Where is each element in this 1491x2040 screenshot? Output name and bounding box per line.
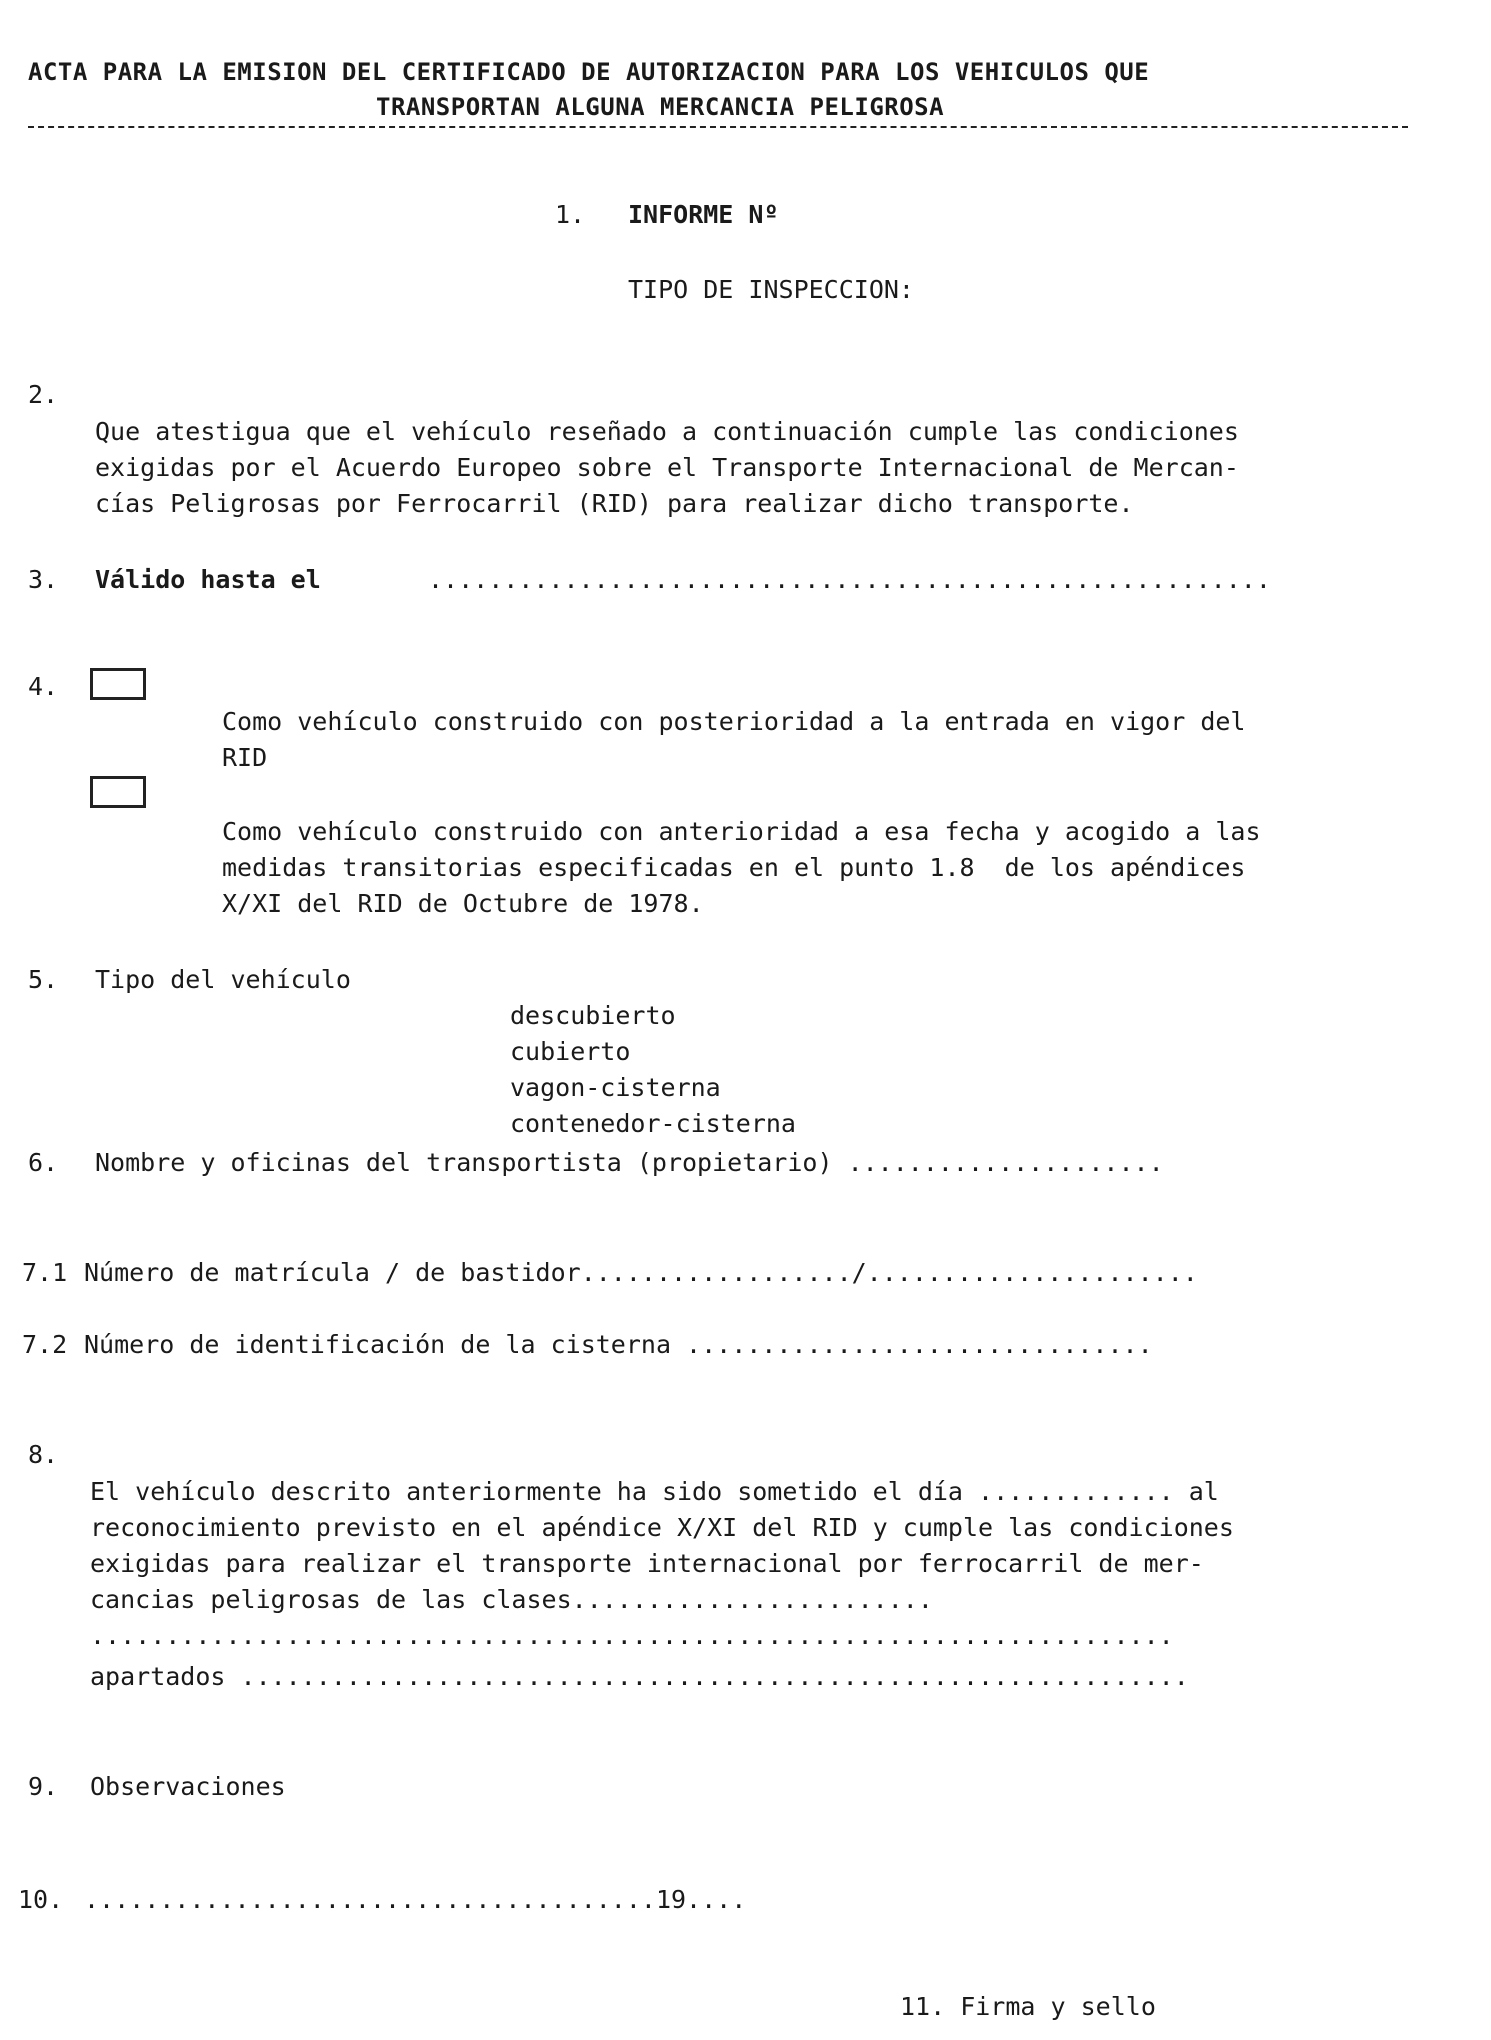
vehicle-type-contenedor-cisterna[interactable]: contenedor-cisterna: [510, 1109, 796, 1138]
valido-hasta-label: Válido hasta el: [95, 565, 321, 594]
transportista-field[interactable]: Nombre y oficinas del transportista (propietario) .....................: [95, 1148, 1164, 1177]
section-6-number: 6.: [28, 1148, 59, 1177]
vehicle-type-list: [510, 962, 796, 1142]
tipo-vehiculo-label: Tipo del vehículo: [95, 965, 351, 994]
document-title-line1: ACTA PARA LA EMISION DEL CERTIFICADO DE AUTORIZACION PARA LOS VEHICULOS QUE: [28, 58, 1150, 86]
option-posterioridad-text: [222, 668, 1246, 776]
option-anterioridad-text: [222, 778, 1261, 922]
checkbox-posterioridad[interactable]: [90, 668, 146, 700]
fecha-lugar-field[interactable]: ......................................19....: [84, 1885, 747, 1914]
section-2-line-3: cías Peligrosas por Ferrocarril (RID) para realizar dicho transporte.: [95, 489, 1134, 518]
section-5-number: 5.: [28, 965, 59, 994]
tipo-inspeccion-label: TIPO DE INSPECCION:: [628, 275, 914, 304]
section-4-number: 4.: [28, 672, 59, 701]
section-8-number: 8.: [28, 1440, 59, 1469]
section-3-number: 3.: [28, 565, 59, 594]
section-8-text: [90, 1438, 1234, 1654]
section-2-line-2: exigidas por el Acuerdo Europeo sobre el Transporte Internacional de Mercan-: [95, 453, 1239, 482]
checkbox-anterioridad[interactable]: [90, 776, 146, 808]
section-8-line-3: exigidas para realizar el transporte internacional por ferrocarril de mer-: [90, 1549, 1204, 1578]
section-7-2-number: 7.2: [22, 1330, 68, 1359]
vehicle-type-descubierto[interactable]: descubierto: [510, 1001, 676, 1030]
informe-label: INFORME Nº: [628, 200, 779, 229]
section-10-number: 10.: [18, 1885, 64, 1914]
section-2-number: 2.: [28, 380, 59, 409]
option-anterioridad-line-2: medidas transitorias especificadas en el punto 1.8 de los apéndices: [222, 853, 1246, 882]
identificacion-cisterna-field[interactable]: Número de identificación de la cisterna ...............................: [84, 1330, 1153, 1359]
section-2-text: [95, 378, 1239, 522]
observaciones-label: Observaciones: [90, 1772, 286, 1801]
apartados-field[interactable]: apartados ...............................................................: [90, 1662, 1189, 1691]
matricula-bastidor-field[interactable]: Número de matrícula / de bastidor................../......................: [84, 1258, 1198, 1287]
section-8-line-2: reconocimiento previsto en el apéndice X/XI del RID y cumple las condiciones: [90, 1513, 1234, 1542]
section-1-number: 1.: [555, 200, 586, 229]
firma-sello-label: 11. Firma y sello: [900, 1992, 1156, 2021]
option-anterioridad-line-3: X/XI del RID de Octubre de 1978.: [222, 889, 704, 918]
section-8-line-4: cancias peligrosas de las clases........................: [90, 1585, 933, 1614]
option-anterioridad-line-1: Como vehículo construido con anterioridad a esa fecha y acogido a las: [222, 817, 1261, 846]
vehicle-type-vagon-cisterna[interactable]: vagon-cisterna: [510, 1073, 721, 1102]
document-title-line2: TRANSPORTAN ALGUNA MERCANCIA PELIGROSA: [376, 93, 945, 121]
option-posterioridad-line-2: RID: [222, 743, 268, 772]
option-posterioridad-line-1: Como vehículo construido con posterioridad a la entrada en vigor del: [222, 707, 1246, 736]
section-9-number: 9.: [28, 1772, 59, 1801]
section-7-1-number: 7.1: [22, 1258, 68, 1287]
valido-hasta-field[interactable]: ........................................................: [428, 565, 1271, 594]
section-8-line-1: El vehículo descrito anteriormente ha sido sometido el día ............. al: [90, 1477, 1219, 1506]
section-2-line-1: Que atestigua que el vehículo reseñado a continuación cumple las condiciones: [95, 417, 1239, 446]
section-8-line-5[interactable]: ........................................................................: [90, 1621, 1174, 1650]
title-underline: [28, 126, 1408, 128]
vehicle-type-cubierto[interactable]: cubierto: [510, 1037, 631, 1066]
